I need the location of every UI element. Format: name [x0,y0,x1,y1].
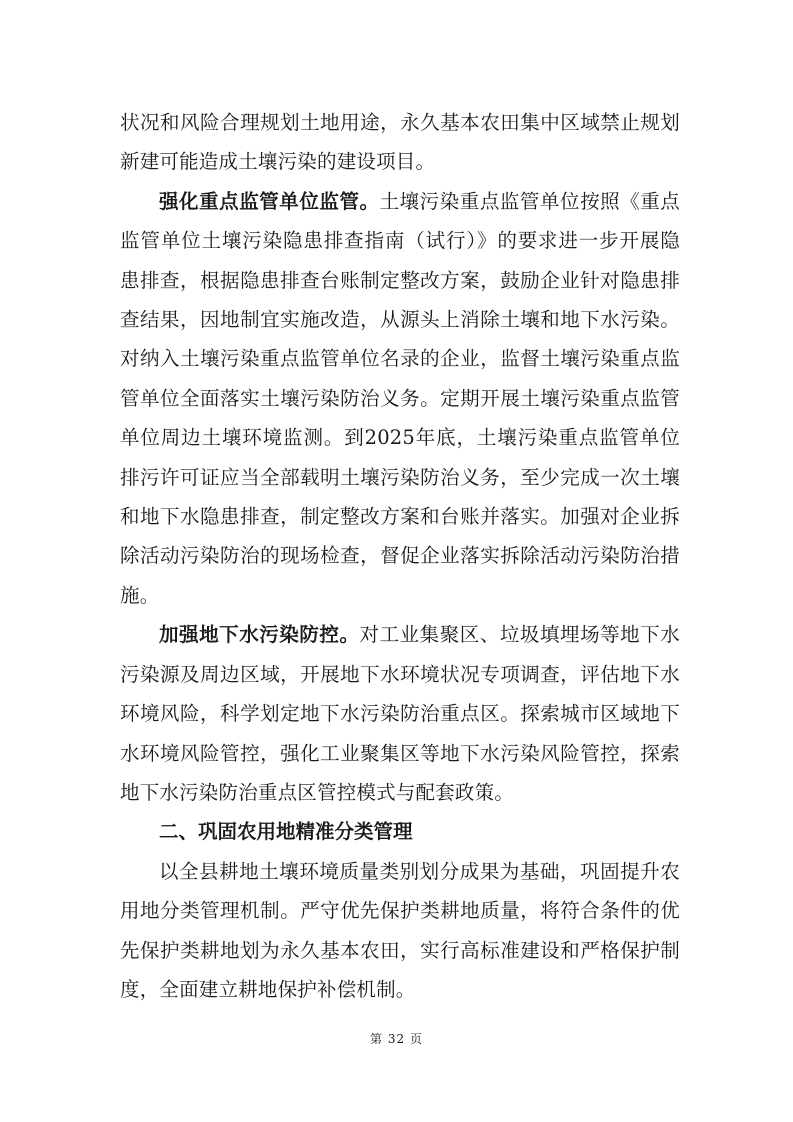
paragraph-key-supervision [120,182,680,615]
document-body [120,103,680,1009]
paragraph-groundwater [120,615,680,812]
paragraph-continued: 状况和风险合理规划土地用途，永久基本农田集中区域禁止规划新建可能造成土壤污染的建设项目。 [120,111,680,174]
paragraph-text-groundwater: 对工业集聚区、垃圾填埋场等地下水污染源及周边区域，开展地下水环境状况专项调查，评估地下水环境风险，科学划定地下水污染防治重点区。探索城市区域地下水环境风险管控，强化工业聚集区等地下水污染风险管控，探索地下水污染防治重点区管控模式与配套政策。 [120,623,680,804]
paragraph-lead-groundwater: 加强地下水污染防控。 [159,623,360,647]
paragraph-text-key-supervision: 土壤污染重点监管单位按照《重点监管单位土壤污染隐患排查指南（试行）》的要求进一步开展隐患排查，根据隐患排查台账制定整改方案，鼓励企业针对隐患排查结果，因地制宜实施改造，从源头上消除土壤和地下水污染。对纳入土壤污染重点监管单位名录的企业，监督土壤污染重点监管单位全面落实土壤污染防治义务。定期开展土壤污染重点监管单位周边土壤环境监测。到2025年底，土壤污染重点监管单位排污许可证应当全部载明土壤污染防治义务，至少完成一次土壤和地下水隐患排查，制定整改方案和台账并落实。加强对企业拆除活动污染防治的现场检查，督促企业落实拆除活动污染防治措施。 [120,189,680,607]
section-heading: 二、巩固农用地精准分类管理 [159,820,413,844]
page-number: 第 32 页 [370,1032,423,1046]
paragraph-lead-key-supervision: 强化重点监管单位监管。 [159,189,380,213]
paragraph-farmland: 以全县耕地土壤环境质量类别划分成果为基础，巩固提升农用地分类管理机制。严守优先保护类耕地质量，将符合条件的优先保护类耕地划为永久基本农田，实行高标准建设和严格保护制度，全面建立耕地保护补偿机制。 [120,859,680,1001]
